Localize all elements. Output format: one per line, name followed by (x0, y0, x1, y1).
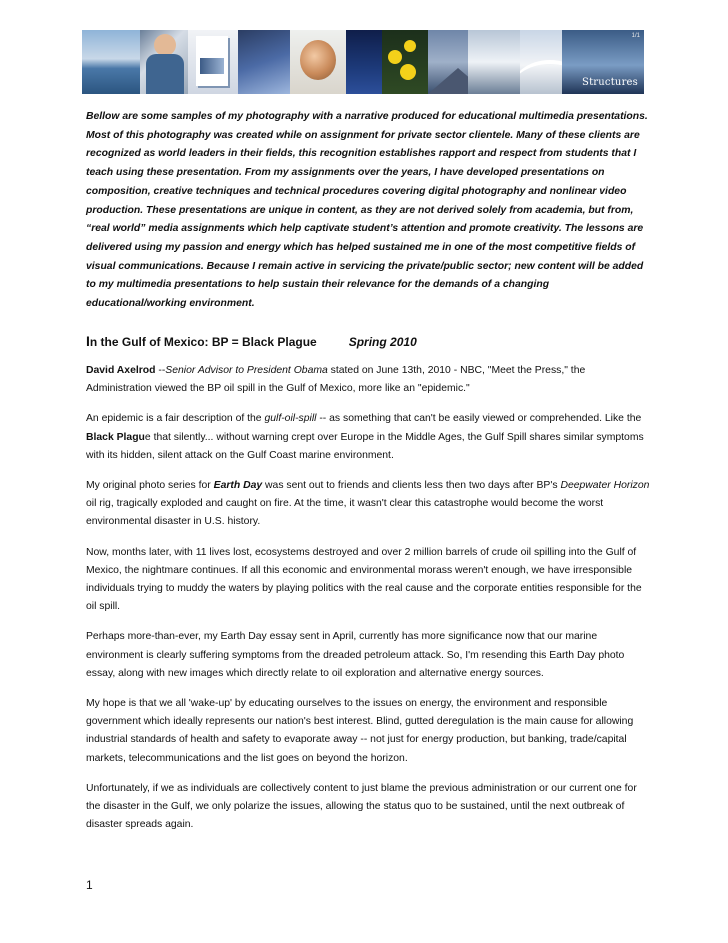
flower-icon (400, 64, 416, 80)
heading-initial: I (86, 333, 90, 349)
section-heading (86, 333, 652, 350)
paragraph-text: -- as something that can't be easily viewed or comprehended. Like the (316, 413, 642, 425)
paragraph-text: was sent out to friends and clients less then two days after BP's (262, 480, 561, 492)
banner-photo-structures (562, 30, 644, 94)
banner-caption: Structures (582, 77, 638, 88)
banner-photo-flowers (382, 30, 428, 94)
shell-icon (300, 40, 336, 80)
banner-photo-educator (140, 30, 188, 94)
mountain-icon (428, 68, 468, 94)
paragraph-3 (86, 477, 652, 532)
banner-photo-coastal (82, 30, 140, 94)
banner-photo-curve (520, 30, 562, 94)
banner-photo-shell (290, 30, 346, 94)
paragraph-5: Perhaps more-than-ever, my Earth Day essay sent in April, currently has more significance now that our marine environment is clearly suffering symptoms from the dreaded petroleum attack. So, I'm resending this Earth Day photo essay, along with new images which directly relate to oil exploration and alternative energy sources. (86, 631, 625, 679)
bold-term: Black Plagu (86, 431, 145, 443)
person-name: David Axelrod (86, 365, 156, 376)
article-body (86, 362, 652, 846)
paragraph-text: My original photo series for (86, 480, 214, 492)
page-number: 1 (86, 878, 93, 892)
paragraph-4: Now, months later, with 11 lives lost, ecosystems destroyed and over 2 million barrels of crude oil spilling into the Gulf of Mexico, the nightmare continues. If all this economic and environmental morass weren't enough, we have irresponsible individuals trying to muddy the waters by playing politics with the real cause and the corporate entities responsible for the oil spill. (86, 546, 642, 613)
flower-icon (404, 40, 416, 52)
paragraph-2 (86, 410, 652, 465)
paragraph-text: oil rig, tragically exploded and caught on fire. At the time, it wasn't clear this catastrophe would become the worst environmental disaster in U.S. history. (86, 498, 604, 528)
header-banner (82, 30, 644, 94)
italic-term: gulf-oil-spill (264, 413, 317, 425)
banner-photo-night (346, 30, 382, 94)
paragraph-text: An epidemic is a fair description of the (86, 413, 265, 425)
italic-term: Deepwater Horizon (560, 480, 650, 492)
person-body-icon (146, 54, 184, 94)
heading-title: n the Gulf of Mexico: BP = Black Plague (89, 335, 317, 349)
intro-paragraph: Bellow are some samples of my photography with a narrative produced for educational multimedia presentations. Most of this photography was created while on assignment for private sector clientele. Many of these clients are recognized as world leaders in their fields, this recognition establishes rapport and respect from students that I teach using these presentation. From my assignments over the years, I have developed presentations on composition, creative techniques and technical procedures covering digital photography and nonlinear video production. These presentations are unique in content, as they are not derived solely from academia, but from, “real world” media assignments which help captivate student’s attention and promote creativity. The lessons are delivered using my passion and energy which has helped sustained me in one of the most competitive fields of visual communications. Because I remain active in servicing the private/public sector; new content will be added to my multimedia presentations to help sustain their relevance for the demands of a changing educational/working environment. (86, 111, 648, 310)
paragraph-6: My hope is that we all 'wake-up' by educating ourselves to the issues on energy, the environment and responsible government which ideally represents our nation's best interest. Blind, gutted deregulation is the main cause for allowing industrial standards of health and safety to evaporate away -- not just for energy production, but banking, trade/capital markets, telecommunications and the list goes on beyond the horizon. (86, 698, 634, 764)
banner-photo-presentation (468, 30, 520, 94)
paragraph-text: stated on June 13th, 2010 - NBC, "Meet the Press," the Administration viewed the BP oil spill in the Gulf of Mexico, more like an "epidemic." (86, 365, 586, 395)
person-head-icon (154, 34, 176, 56)
bold-italic-term: Earth Day (213, 480, 263, 492)
paragraph-text: e that silently... without warning crept over Europe in the Middle Ages, the Gulf Spill shares similar symptoms with its hidden, silent attack on the Gulf Coast marine environment. (86, 431, 644, 461)
banner-photo-brochure (188, 30, 238, 94)
banner-photo-mountain (428, 30, 468, 94)
paragraph-1 (86, 362, 652, 398)
person-role: Senior Advisor to President Obama (165, 365, 328, 376)
paragraph-7: Unfortunately, if we as individuals are collectively content to just blame the previous administration or our current one for the disaster in the Gulf, we only polarize the issues, allowing the status quo to be sustained, until the next outbreak of disaster spreads again. (86, 782, 637, 831)
heading-season: Spring 2010 (348, 335, 417, 349)
brochure-icon (196, 36, 228, 86)
curve-icon (520, 60, 562, 94)
banner-photo-building (238, 30, 290, 94)
separator: -- (155, 365, 166, 376)
banner-page-marker: 1/1 (631, 33, 640, 39)
flower-icon (388, 50, 402, 64)
